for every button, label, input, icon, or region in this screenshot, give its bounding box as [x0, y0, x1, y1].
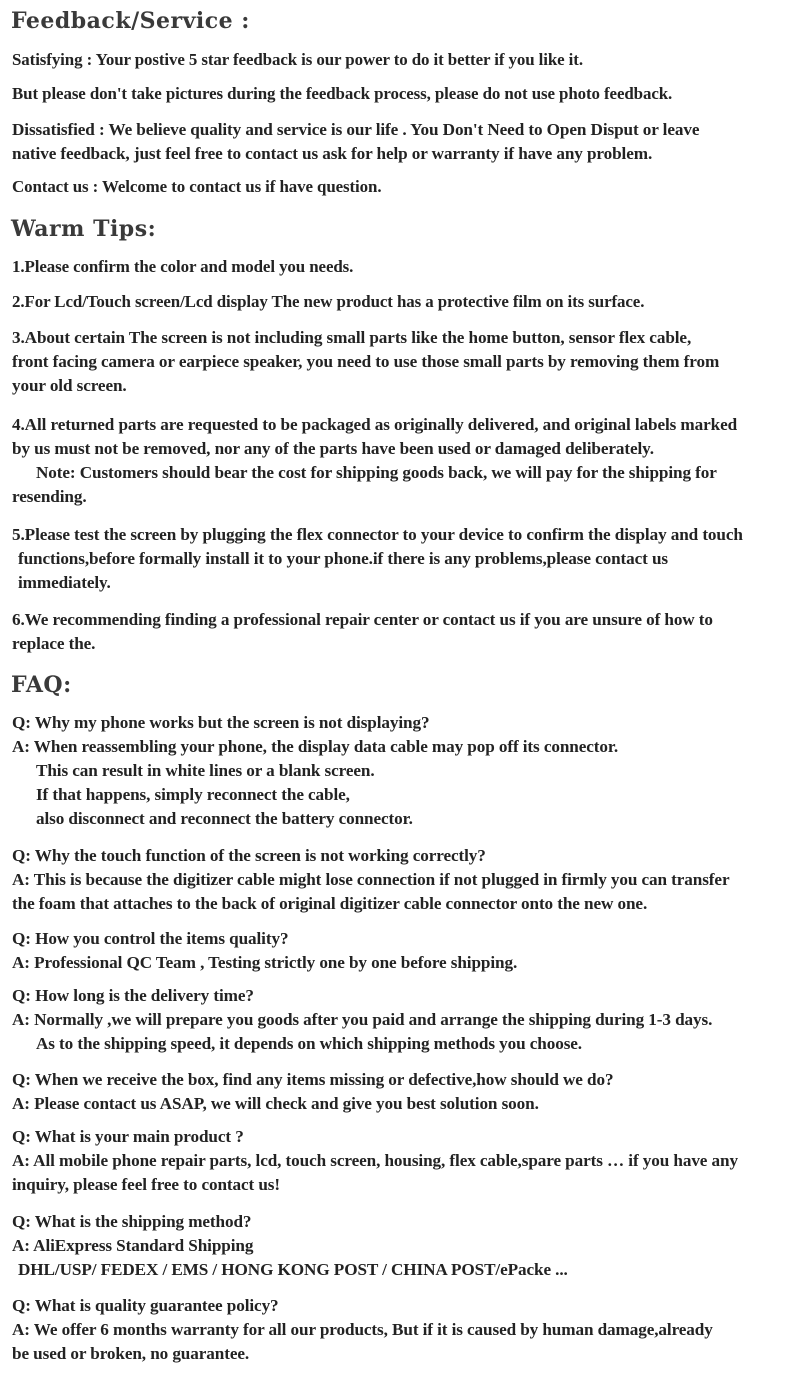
faq-item-4 — [12, 984, 800, 1056]
no-pictures-text: But please don't take pictures during the feedback process, please do not use photo feedback. — [12, 84, 673, 103]
satisfying-text: Satisfying : Your postive 5 star feedback is our power to do it better if you like it. — [12, 50, 583, 69]
contact-text: Contact us : Welcome to contact us if have question. — [12, 177, 382, 196]
tip-3-line-3: your old screen. — [12, 376, 127, 395]
faq-answer-cont: also disconnect and reconnect the battery connector. — [35, 809, 413, 828]
feedback-heading: Feedback/Service : — [11, 8, 250, 34]
dissatisfied-paragraph — [12, 118, 800, 166]
tip-6 — [12, 608, 800, 656]
tip-5-line-3: immediately. — [17, 573, 111, 592]
faq-answer-cont: DHL/USP/ FEDEX / EMS / HONG KONG POST / CHINA POST/ePacke ... — [17, 1260, 568, 1279]
faq-answer: A: Professional QC Team , Testing strictly one by one before shipping. — [12, 953, 518, 972]
tip-6-line-1: 6.We recommending finding a professional repair center or contact us if you are unsure of how to — [12, 610, 713, 629]
faq-question: Q: How you control the items quality? — [12, 929, 289, 948]
faq-answer: A: Normally ,we will prepare you goods after you paid and arrange the shipping during 1-3 days. — [12, 1010, 713, 1029]
tip-3 — [12, 326, 800, 398]
faq-answer-cont: be used or broken, no guarantee. — [12, 1344, 250, 1363]
faq-answer-cont: As to the shipping speed, it depends on which shipping methods you choose. — [35, 1034, 582, 1053]
faq-answer: A: AliExpress Standard Shipping — [12, 1236, 254, 1255]
faq-question: Q: What is your main product ? — [12, 1127, 244, 1146]
faq-question: Q: What is the shipping method? — [12, 1212, 252, 1231]
faq-heading: FAQ: — [11, 672, 72, 698]
tip-3-line-2: front facing camera or earpiece speaker, you need to use those small parts by removing them from — [12, 352, 720, 371]
tip-4 — [12, 413, 800, 509]
tip-4-line-1: 4.All returned parts are requested to be packaged as originally delivered, and original labels marked — [12, 415, 738, 434]
faq-item-6 — [12, 1125, 800, 1197]
faq-answer: A: We offer 6 months warranty for all our products, But if it is caused by human damage,already — [12, 1320, 713, 1339]
tip-4-line-4: resending. — [12, 487, 87, 506]
faq-question: Q: Why my phone works but the screen is not displaying? — [12, 713, 430, 732]
faq-item-8 — [12, 1294, 800, 1366]
faq-answer: A: This is because the digitizer cable might lose connection if not plugged in firmly you can transfer — [12, 870, 730, 889]
dissatisfied-line-1: Dissatisfied : We believe quality and service is our life . You Don't Need to Open Disput or leave — [12, 120, 700, 139]
faq-item-5 — [12, 1068, 800, 1116]
faq-answer: A: When reassembling your phone, the display data cable may pop off its connector. — [12, 737, 619, 756]
tip-3-line-1: 3.About certain The screen is not including small parts like the home button, sensor flex cable, — [12, 328, 692, 347]
tip-4-note: Note: Customers should bear the cost for shipping goods back, we will pay for the shipping for — [35, 463, 717, 482]
tip-5-line-2: functions,before formally install it to your phone.if there is any problems,please contact us — [17, 549, 669, 568]
faq-question: Q: What is quality guarantee policy? — [12, 1296, 279, 1315]
faq-question: Q: When we receive the box, find any items missing or defective,how should we do? — [12, 1070, 614, 1089]
faq-answer-cont: inquiry, please feel free to contact us! — [12, 1175, 280, 1194]
tip-4-line-2: by us must not be removed, nor any of the parts have been used or damaged deliberately. — [12, 439, 654, 458]
faq-item-2 — [12, 844, 800, 916]
faq-answer-cont: This can result in white lines or a blank screen. — [35, 761, 375, 780]
faq-answer-cont: If that happens, simply reconnect the cable, — [35, 785, 350, 804]
tip-2: 2.For Lcd/Touch screen/Lcd display The new product has a protective film on its surface. — [12, 292, 645, 311]
faq-question: Q: How long is the delivery time? — [12, 986, 254, 1005]
dissatisfied-line-2: native feedback, just feel free to contact us ask for help or warranty if have any problem. — [12, 144, 653, 163]
tip-5-line-1: 5.Please test the screen by plugging the flex connector to your device to confirm the display and touch — [12, 525, 743, 544]
warm-tips-heading: Warm Tips: — [11, 216, 157, 242]
tip-1: 1.Please confirm the color and model you needs. — [12, 257, 354, 276]
faq-item-3 — [12, 927, 800, 975]
faq-question: Q: Why the touch function of the screen is not working correctly? — [12, 846, 486, 865]
faq-item-1 — [12, 711, 800, 831]
faq-answer-cont: the foam that attaches to the back of original digitizer cable connector onto the new one. — [12, 894, 648, 913]
faq-answer: A: Please contact us ASAP, we will check and give you best solution soon. — [12, 1094, 539, 1113]
tip-6-line-2: replace the. — [12, 634, 96, 653]
faq-item-7 — [12, 1210, 800, 1282]
tip-5 — [12, 523, 800, 595]
faq-answer: A: All mobile phone repair parts, lcd, touch screen, housing, flex cable,spare parts … if you have any — [12, 1151, 738, 1170]
